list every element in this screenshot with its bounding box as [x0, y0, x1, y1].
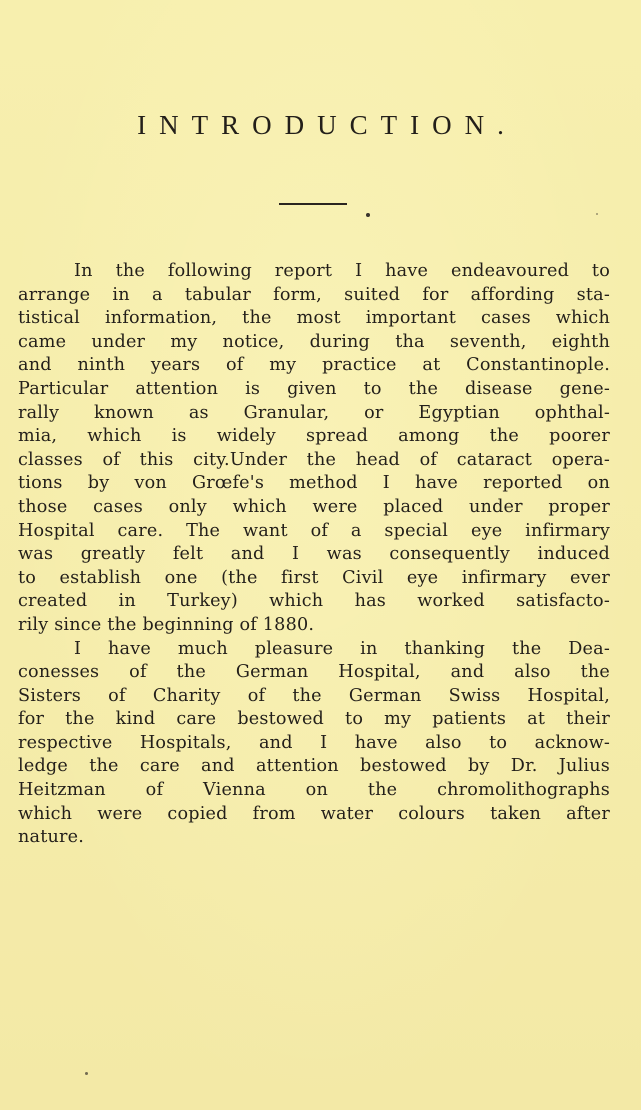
- text-line: classes of this city.Under the head of cataract opera-: [18, 449, 610, 470]
- introduction-body: [18, 260, 610, 850]
- text-line: Hospital care. The want of a special eye infirmary: [18, 520, 610, 541]
- text-line: arrange in a tabular form, suited for affording sta-: [18, 284, 610, 305]
- text-line: In the following report I have endeavoured to: [74, 261, 610, 281]
- text-line: nature.: [18, 827, 85, 848]
- text-line: Particular attention is given to the disease gene-: [18, 378, 610, 399]
- title-divider: [279, 203, 347, 205]
- text-line: which were copied from water colours taken after: [18, 803, 610, 824]
- text-line: for the kind care bestowed to my patients at their: [18, 709, 610, 730]
- ink-speck: [596, 213, 598, 215]
- text-line: ledge the care and attention bestowed by Dr. Julius: [18, 756, 610, 777]
- page-title: INTRODUCTION.: [137, 110, 517, 140]
- text-line: Sisters of Charity of the German Swiss Hospital,: [18, 685, 610, 706]
- text-line: was greatly felt and I was consequently induced: [18, 544, 610, 565]
- paragraph: [18, 638, 610, 850]
- text-line: rally known as Granular, or Egyptian ophthal-: [18, 402, 610, 423]
- text-line: came under my notice, during tha seventh, eighth: [18, 331, 610, 352]
- text-line: I have much pleasure in thanking the Dea-: [74, 638, 610, 659]
- text-line: created in Turkey) which has worked satisfacto-: [18, 591, 610, 612]
- text-line: tions by von Grœfe's method I have reported on: [18, 473, 610, 494]
- text-line: conesses of the German Hospital, and also the: [18, 662, 610, 683]
- text-line: rily since the beginning of 1880.: [18, 614, 315, 635]
- ink-speck: [366, 213, 370, 217]
- paragraph: [18, 260, 610, 638]
- text-line: mia, which is widely spread among the poorer: [18, 426, 610, 447]
- text-line: to establish one (the first Civil eye infirmary ever: [18, 567, 610, 588]
- text-line: tistical information, the most important cases which: [18, 308, 610, 329]
- ink-speck: [85, 1072, 88, 1075]
- text-line: Heitzman of Vienna on the chromolithographs: [18, 780, 610, 801]
- text-line: and ninth years of my practice at Constantinople.: [18, 355, 610, 376]
- text-line: respective Hospitals, and I have also to acknow-: [18, 732, 610, 753]
- text-line: those cases only which were placed under proper: [18, 496, 610, 517]
